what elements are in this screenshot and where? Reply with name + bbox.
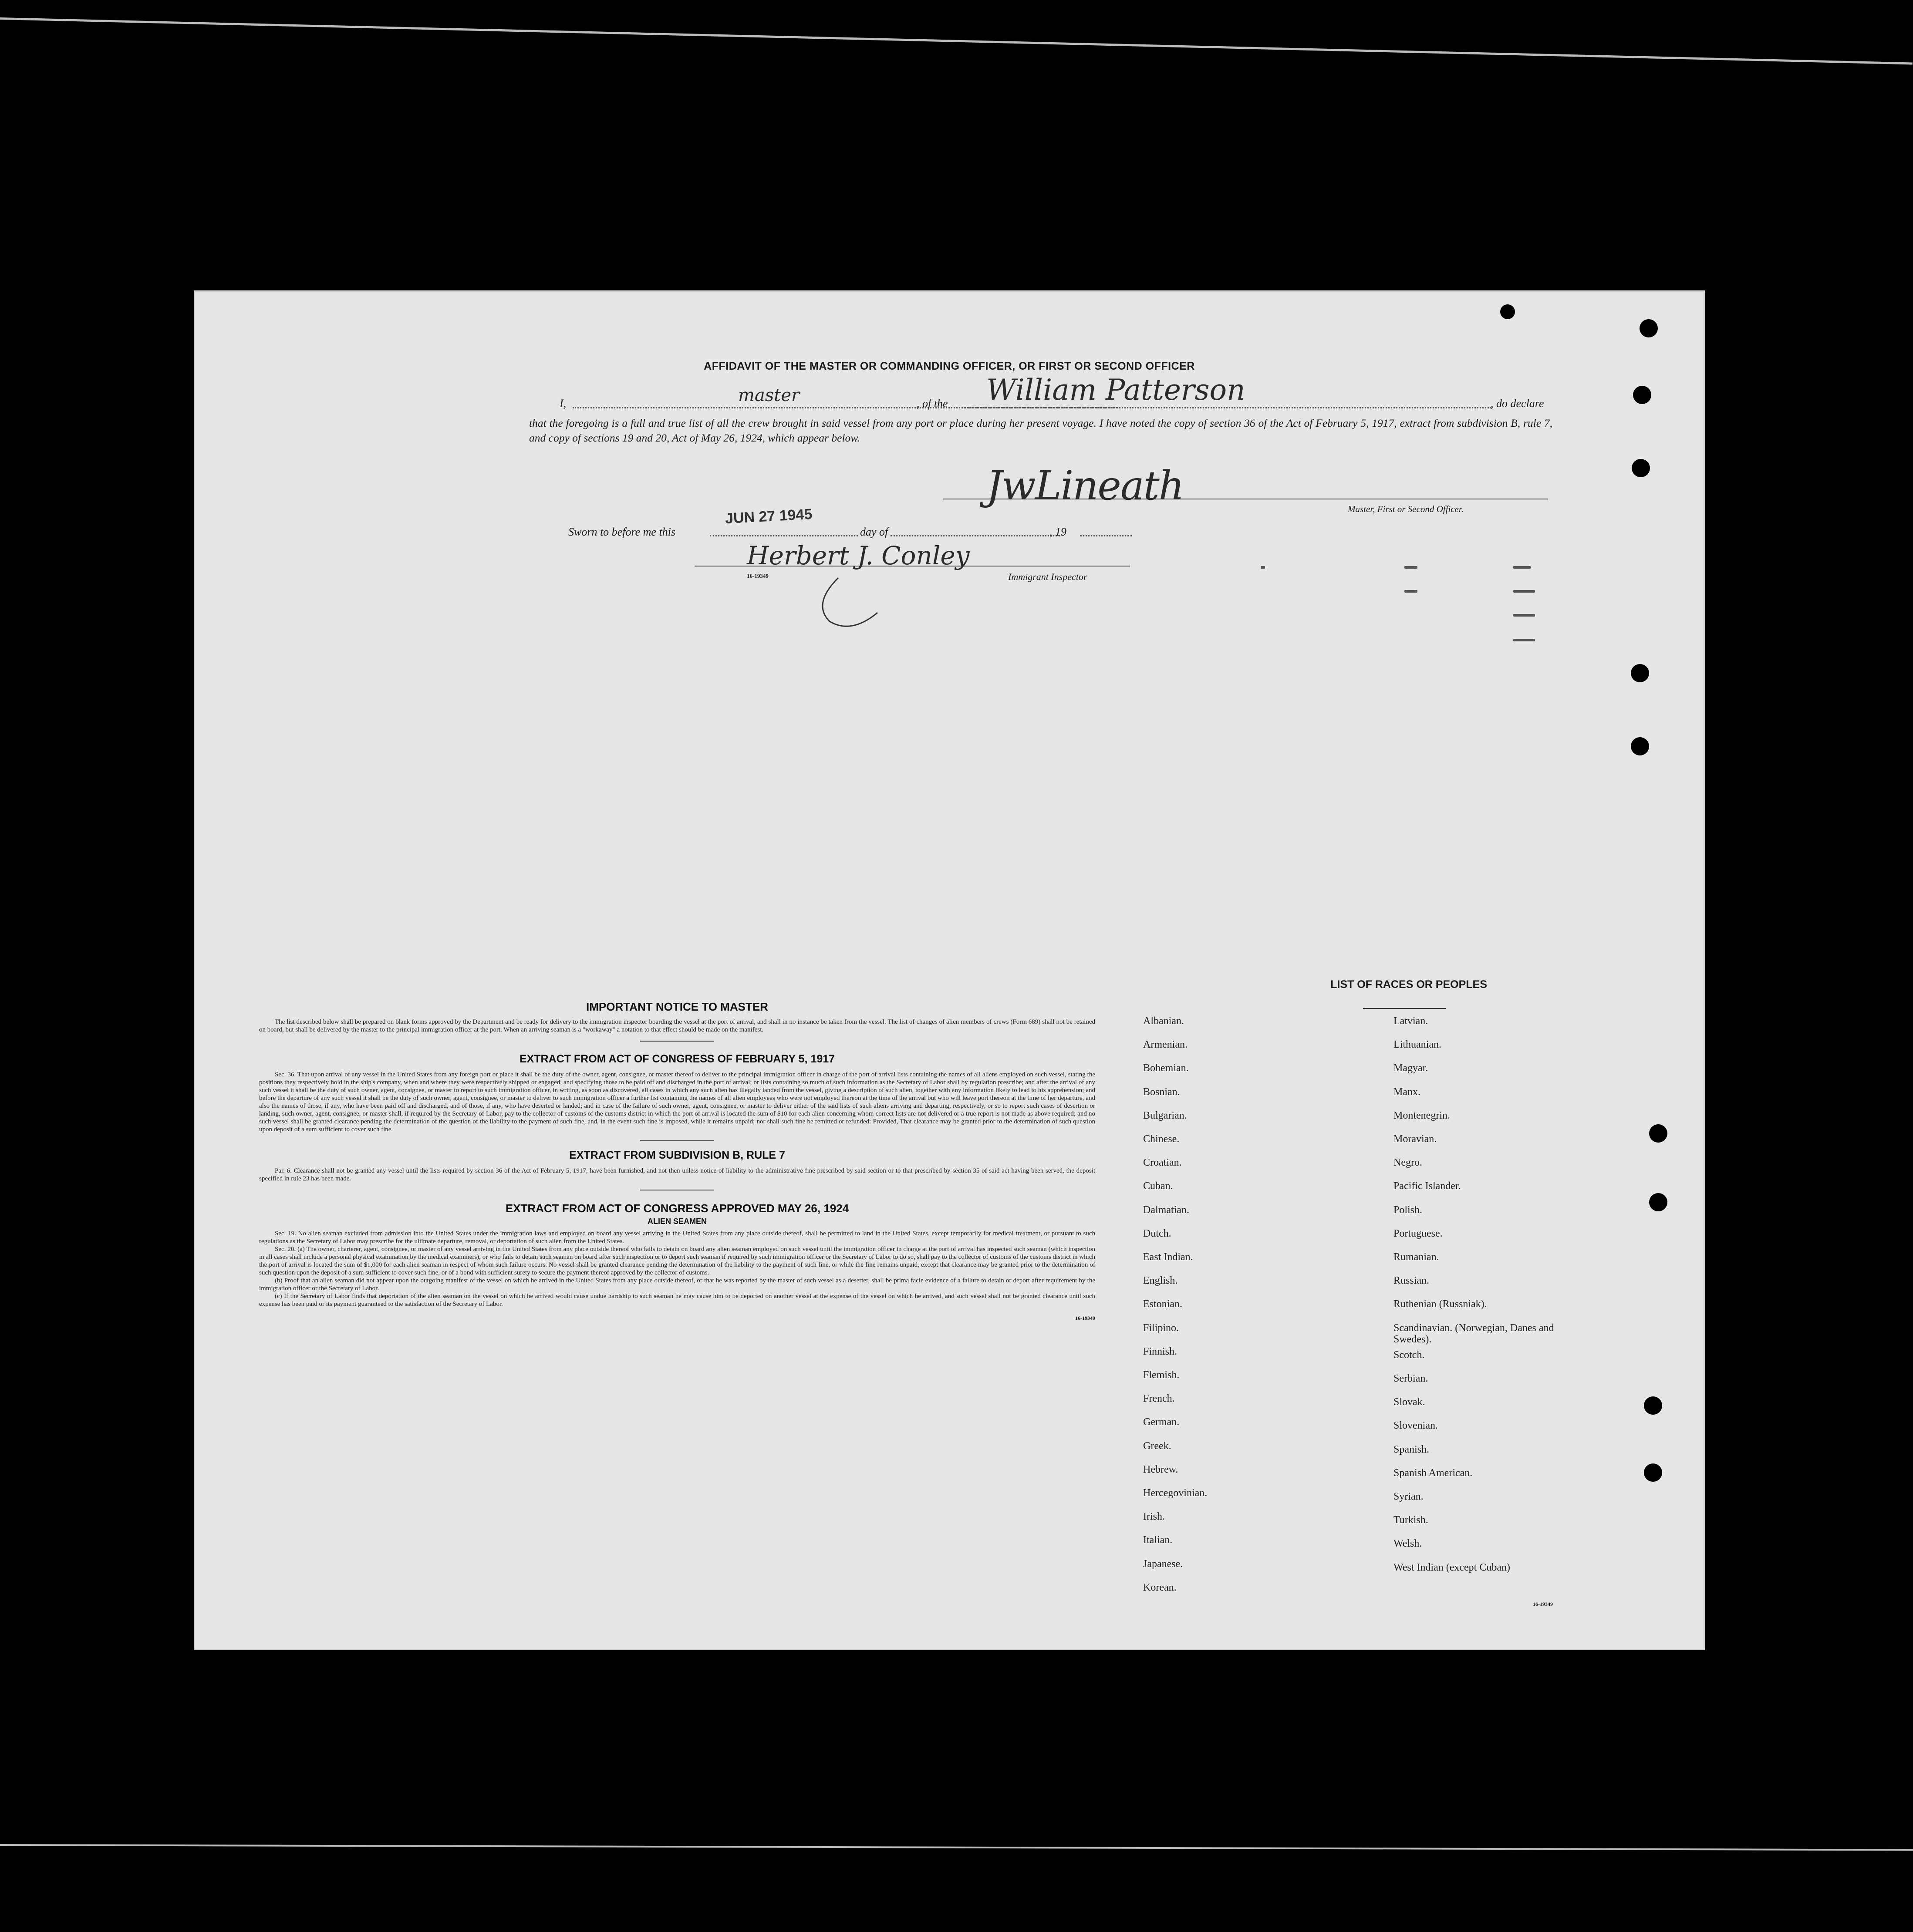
signature-flourish-icon (812, 573, 891, 634)
race-item: Armenian. (1143, 1039, 1188, 1051)
bleed-mark (1513, 614, 1535, 617)
race-item: Slovak. (1393, 1396, 1425, 1408)
race-item: Albanian. (1143, 1015, 1184, 1027)
master-signature: JwLineath (986, 462, 1184, 509)
race-item: Hercegovinian. (1143, 1487, 1208, 1499)
punch-hole-icon (1644, 1396, 1662, 1415)
race-item: Dalmatian. (1143, 1204, 1189, 1216)
bleed-mark (1513, 566, 1531, 569)
bleed-mark (1513, 639, 1535, 641)
section-divider (640, 1140, 714, 1141)
race-item: Irish. (1143, 1511, 1165, 1523)
extract-1924-sec20b: (b) Proof that an alien seaman did not appear upon the outgoing manifest of the vessel on which he arrived in the United States from any place outside thereof, or that he was reported by the master of such vessel as a deserter, shall be prima facie evidence of a failure to detain or deport after requirement by the immigration officer or the Secretary of Labor. (259, 1277, 1095, 1292)
race-item: Japanese. (1143, 1558, 1183, 1570)
vessel-name-handwritten: William Patterson (986, 373, 1245, 407)
race-item: Slovenian. (1393, 1420, 1438, 1432)
extract-1924-title: EXTRACT FROM ACT OF CONGRESS APPROVED MAY 26, 1924 (505, 1202, 849, 1215)
sworn-year-prefix: , 19 (1049, 526, 1066, 538)
master-name-handwritten: master (738, 385, 800, 405)
race-item: Italian. (1143, 1534, 1173, 1546)
bleed-mark (1404, 566, 1417, 569)
bleed-mark (1513, 590, 1535, 593)
races-title: LIST OF RACES OR PEOPLES (1330, 978, 1487, 991)
race-item: Russian. (1393, 1275, 1430, 1287)
notice-text: The list described below shall be prepared on blank forms approved by the Department and be ready for delivery to the immigration inspector boarding the vessel at the port of arrival, and shall in no instance be taken from the vessel. The list of changes of alien members of crews (Form 689) shall not be retained on board, but shall be delivered by the master to the principal immigration officer at the port. When an arriving seaman is a "workaway" a notation to that effect should be made on the manifest. (259, 1018, 1095, 1033)
race-item: Estonian. (1143, 1298, 1182, 1310)
race-item: West Indian (except Cuban) (1393, 1561, 1510, 1573)
extract-1917-text: Sec. 36. That upon arrival of any vessel in the United States from any foreign port or place it shall be the duty of the owner, agent, consignee, or master thereof to deliver to the principal immigration officer in charge of the port of arrival lists containing the names of all aliens employed on such vessel, stating the positions they respectively hold in the ship's company, when and where they were respectively shipped or engaged, and specifying those to be paid off and discharged in the port of arrival; or lists containing so much of such information as the Secretary of Labor shall by regulation prescribe; and after the arrival of any such vessel it shall be the duty of such owner, agent, consignee, or master to report to such immigration officer, in writing, as soon as discovered, all cases in which any such alien has illegally landed from the vessel, giving a description of such alien, together with any information likely to lead to his apprehension; and before the departure of any such vessel it shall be the duty of such owner, agent, consignee, or master to deliver to such immigration officer a further list containing the names of all alien employees who were not employed thereon at the time of the arrival but who will leave port thereon at the time of her departure, and also the names of those, if any, who have been paid off and discharged, and of those, if any, who have deserted or landed; and in case of the failure of such owner, agent, consignee, or master to deliver either of the said lists of such aliens arriving and departing, respectively, or so to report such cases of desertion or landing, such owner, agent, consignee, or master shall, if required by the Secretary of Labor, pay to the collector of customs of the customs district in which the port of arrival is located the sum of $10 for each alien concerning whom correct lists are not delivered or a true report is not made as above required; and no such vessel shall be granted clearance pending the determination of the question of the liability to the payment of such fine, and, in the event such fine is imposed, while it remains unpaid; nor shall such fine be remitted or refunded: Provided, That clearance may be granted prior to the determination of such question upon deposit of a sum sufficient to cover such fine. (259, 1071, 1095, 1133)
scan-edge-top (0, 17, 1913, 64)
punch-hole-icon (1631, 737, 1649, 755)
races-form-number: 16-19349 (1533, 1601, 1553, 1607)
race-item: Hebrew. (1143, 1463, 1178, 1475)
race-item: Cuban. (1143, 1180, 1173, 1192)
extract-1917-title: EXTRACT FROM ACT OF CONGRESS OF FEBRUARY 5, 1917 (519, 1053, 835, 1065)
race-item: Magyar. (1393, 1062, 1428, 1074)
document-page (194, 290, 1705, 1650)
extract-1924-sec20a: Sec. 20. (a) The owner, charterer, agent, consignee, or master of any vessel arriving in the United States from any place outside thereof who fails to detain on board any alien seaman employed on such vessel until the immigration officer in charge at the port of arrival has inspected such seaman (which inspection in all cases shall include a personal physical examination by the medical examiners), or who fails to detain such seaman on board after such inspection or to deport such seaman if required by such immigration officer or the Secretary of Labor to do so, shall pay to the collector of customs of the customs district in which the port of arrival is located the sum of $1,000 for each alien seaman in respect of whom such failure occurs. No vessel shall be granted clearance pending the determination of the liability to the payment of such fine, or while the fine remains unpaid, except that clearance may be granted prior to the determination of such question upon the deposit of a sum sufficient to cover such fine, or of a bond with sufficient surety to secure the payment thereof approved by the collector of customs. (259, 1246, 1095, 1276)
affidavit-title: AFFIDAVIT OF THE MASTER OR COMMANDING OFFICER, OR FIRST OR SECOND OFFICER (704, 360, 1195, 372)
race-item: Dutch. (1143, 1227, 1171, 1239)
race-item: Greek. (1143, 1440, 1171, 1452)
race-item: Croatian. (1143, 1157, 1182, 1169)
notices-column (259, 1000, 1095, 1322)
race-item: Scotch. (1393, 1349, 1425, 1361)
race-item: Latvian. (1393, 1015, 1428, 1027)
extract-1924-subtitle: ALIEN SEAMEN (647, 1217, 707, 1226)
punch-hole-icon (1649, 1124, 1667, 1143)
sworn-day-line (710, 535, 858, 536)
race-item: German. (1143, 1416, 1180, 1428)
race-item: Pacific Islander. (1393, 1180, 1461, 1192)
race-item: Spanish American. (1393, 1467, 1473, 1479)
race-item: Chinese. (1143, 1133, 1180, 1145)
extract-rule7-title: EXTRACT FROM SUBDIVISION B, RULE 7 (569, 1149, 785, 1161)
race-item: Korean. (1143, 1581, 1177, 1593)
affidavit-form-number: 16-19349 (747, 573, 769, 579)
punch-hole-icon (1644, 1463, 1662, 1482)
race-item: Syrian. (1393, 1491, 1424, 1502)
affidavit-do-declare: , do declare (1491, 397, 1544, 410)
extract-rule7-text: Par. 6. Clearance shall not be granted any vessel until the lists required by section 36 of the Act of February 5, 1917, have been furnished, and not then unless notice of liability to the administrative fine prescribed by said section or to that prescribed by section 35 of said act having been served, the deposit specified in rule 23 has been made. (259, 1167, 1095, 1182)
race-item: Finnish. (1143, 1345, 1177, 1357)
bleed-mark (1261, 566, 1265, 569)
race-item: French. (1143, 1393, 1175, 1405)
race-item: Polish. (1393, 1204, 1423, 1216)
race-item: Spanish. (1393, 1443, 1430, 1455)
race-item: Welsh. (1393, 1538, 1422, 1550)
extract-1924-sec20c: (c) If the Secretary of Labor finds that deportation of the alien seaman on the vessel on which he arrived would cause undue hardship to such seaman he may cause him to be deported on another vessel at the expense of the vessel on which he arrived, and such vessel shall not be granted clearance until such expense has been paid or its payment guaranteed to the satisfaction of the Secretary of Labor. (259, 1293, 1095, 1308)
race-item: Moravian. (1393, 1133, 1437, 1145)
race-item: Bosnian. (1143, 1086, 1180, 1098)
punch-hole-icon (1500, 304, 1515, 319)
punch-hole-icon (1631, 664, 1649, 682)
races-title-rule (1363, 1008, 1446, 1009)
sworn-month-line (891, 535, 1060, 536)
extract-form-number: 16-19349 (1075, 1315, 1095, 1321)
sworn-day-of: day of (860, 526, 888, 538)
punch-hole-icon (1633, 386, 1651, 404)
race-item: East Indian. (1143, 1251, 1193, 1263)
section-divider (640, 1041, 714, 1042)
race-item: Bohemian. (1143, 1062, 1189, 1074)
race-item: Flemish. (1143, 1369, 1180, 1381)
race-item: English. (1143, 1275, 1178, 1287)
inspector-caption: Immigrant Inspector (1008, 571, 1087, 582)
race-item: Filipino. (1143, 1322, 1179, 1334)
master-caption: Master, First or Second Officer. (1348, 504, 1464, 514)
race-item: Serbian. (1393, 1373, 1428, 1384)
punch-hole-icon (1632, 459, 1650, 477)
vessel-name-line (965, 407, 1491, 408)
race-item: Turkish. (1393, 1514, 1428, 1526)
punch-hole-icon (1640, 319, 1658, 337)
notice-title: IMPORTANT NOTICE TO MASTER (586, 1000, 768, 1013)
affidavit-of-the: , of the (917, 397, 948, 410)
inspector-signature: Herbert J. Conley (747, 541, 970, 570)
sworn-year-line (1080, 535, 1132, 536)
punch-hole-icon (1649, 1193, 1667, 1211)
scan-edge-bottom (0, 1844, 1913, 1851)
date-stamp: JUN 27 1945 (725, 506, 813, 527)
race-item: Scandinavian. (Norwegian, Danes and Swedes). (1393, 1322, 1554, 1345)
affidavit-i-label: I, (560, 397, 567, 410)
race-item: Rumanian. (1393, 1251, 1439, 1263)
race-item: Lithuanian. (1393, 1039, 1441, 1051)
race-item: Montenegrin. (1393, 1109, 1450, 1121)
affidavit-body: that the foregoing is a full and true list of all the crew brought in said vessel from any port or place during her present voyage. I have noted the copy of section 36 of the Act of February 5, 1917, extract from subdivision B, rule 7, and copy of sections 19 and 20, Act of May 26, 1924, which appear below. (529, 417, 1552, 444)
race-item: Portuguese. (1393, 1227, 1443, 1239)
extract-1924-sec19: Sec. 19. No alien seaman excluded from admission into the United States under the immigration laws and employed on board any vessel arriving in the United States from any place outside thereof, shall be permitted to land in the United States, except temporarily for medical treatment, or pursuant to such regulations as the Secretary of Labor may prescribe for the ultimate departure, removal, or deportation of such alien from the United States. (259, 1230, 1095, 1245)
sworn-prefix: Sworn to before me this (568, 526, 676, 538)
race-item: Bulgarian. (1143, 1109, 1187, 1121)
race-item: Manx. (1393, 1086, 1420, 1098)
race-item: Negro. (1393, 1157, 1422, 1169)
bleed-mark (1404, 590, 1417, 593)
race-item: Ruthenian (Russniak). (1393, 1298, 1487, 1310)
